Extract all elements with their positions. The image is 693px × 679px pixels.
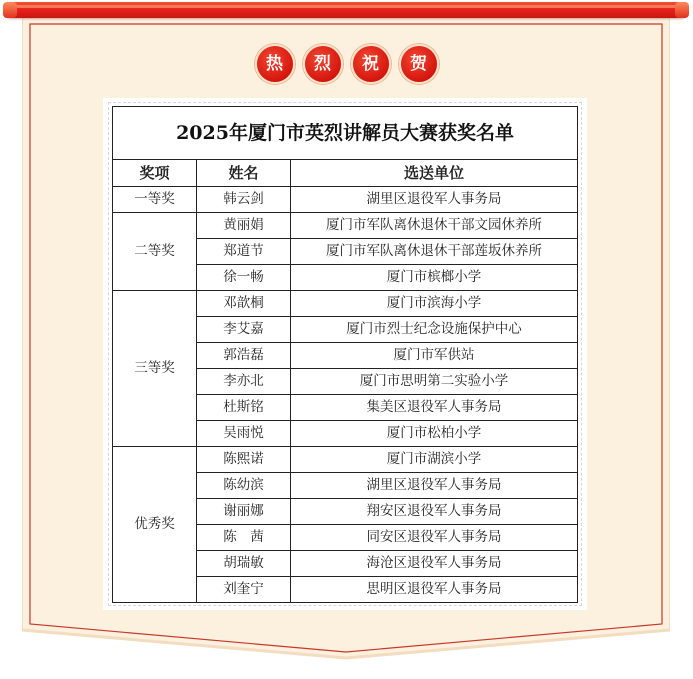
- nominating-unit: 集美区退役军人事务局: [291, 395, 578, 421]
- scroll-rod-left-cap: [3, 2, 17, 18]
- winner-name: 邓歆桐: [197, 291, 291, 317]
- award-table: [112, 106, 578, 603]
- nominating-unit: 翔安区退役军人事务局: [291, 499, 578, 525]
- winner-name: 吴雨悦: [197, 421, 291, 447]
- nominating-unit: 湖里区退役军人事务局: [291, 187, 578, 213]
- winner-name: 杜斯铭: [197, 395, 291, 421]
- nominating-unit: 厦门市湖滨小学: [291, 447, 578, 473]
- table-row: [113, 447, 578, 473]
- winner-name: 韩云剑: [197, 187, 291, 213]
- nominating-unit: 厦门市思明第二实验小学: [291, 369, 578, 395]
- column-header-unit: 选送单位: [291, 160, 578, 187]
- nominating-unit: 思明区退役军人事务局: [291, 577, 578, 603]
- nominating-unit: 厦门市军队离休退休干部文园休养所: [291, 213, 578, 239]
- winner-name: 李亦北: [197, 369, 291, 395]
- table-row: [113, 213, 578, 239]
- award-level: 一等奖: [113, 187, 197, 213]
- award-level: 二等奖: [113, 213, 197, 291]
- nominating-unit: 厦门市滨海小学: [291, 291, 578, 317]
- badge-char-4: 贺: [399, 44, 439, 84]
- winner-name: 谢丽娜: [197, 499, 291, 525]
- congratulations-badges: [0, 44, 693, 84]
- nominating-unit: 厦门市军队离休退休干部莲坂休养所: [291, 239, 578, 265]
- column-header-name: 姓名: [197, 160, 291, 187]
- winner-name: 郑道节: [197, 239, 291, 265]
- title-row: [113, 107, 578, 160]
- nominating-unit: 湖里区退役军人事务局: [291, 473, 578, 499]
- nominating-unit: 厦门市槟榔小学: [291, 265, 578, 291]
- nominating-unit: 厦门市松柏小学: [291, 421, 578, 447]
- badge-char-3: 祝: [351, 44, 391, 84]
- winner-name: 徐一畅: [197, 265, 291, 291]
- badge-char-1: 热: [255, 44, 295, 84]
- nominating-unit: 海沧区退役军人事务局: [291, 551, 578, 577]
- winner-name: 胡瑞敏: [197, 551, 291, 577]
- scroll-rod: [5, 2, 687, 18]
- table-row: [113, 291, 578, 317]
- column-header-award: 奖项: [113, 160, 197, 187]
- table-row: [113, 187, 578, 213]
- award-level: 三等奖: [113, 291, 197, 447]
- nominating-unit: 同安区退役军人事务局: [291, 525, 578, 551]
- header-row: [113, 160, 578, 187]
- badge-char-2: 烈: [303, 44, 343, 84]
- winner-name: 陈熙诺: [197, 447, 291, 473]
- winner-name: 刘奎宁: [197, 577, 291, 603]
- nominating-unit: 厦门市烈士纪念设施保护中心: [291, 317, 578, 343]
- winner-name: 陈 茜: [197, 525, 291, 551]
- winner-name: 李艾嘉: [197, 317, 291, 343]
- scroll-rod-right-cap: [675, 2, 689, 18]
- winner-name: 郭浩磊: [197, 343, 291, 369]
- table-title: 2025年厦门市英烈讲解员大赛获奖名单: [113, 107, 578, 160]
- award-level: 优秀奖: [113, 447, 197, 603]
- nominating-unit: 厦门市军供站: [291, 343, 578, 369]
- winner-name: 黄丽娟: [197, 213, 291, 239]
- winner-name: 陈幼滨: [197, 473, 291, 499]
